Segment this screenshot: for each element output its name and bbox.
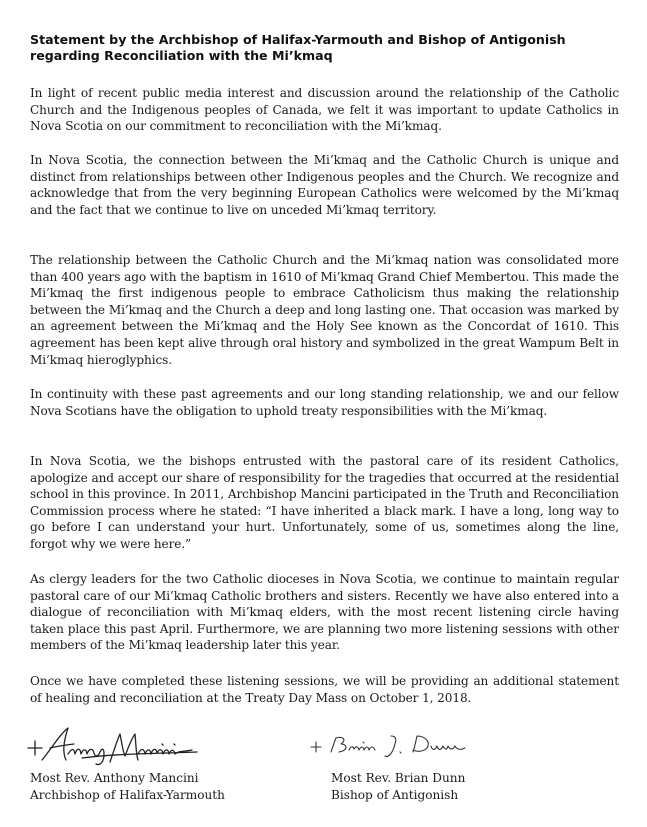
signatory-dunn bbox=[331, 770, 465, 804]
paragraph-next-steps: Once we have completed these listening sessions, we will be providing an additional statement of healing and reconciliation at the Treaty Day Mass on October 1, 2018. bbox=[30, 674, 619, 705]
title-line-1: Statement by the Archbishop of Halifax-Yarmouth and Bishop of Antigonish bbox=[30, 32, 566, 47]
title-line-2: regarding Reconciliation with the Mi’kmaq bbox=[30, 48, 333, 63]
signatory-name: Most Rev. Anthony Mancini bbox=[30, 771, 199, 785]
paragraph-pastoral-care: As clergy leaders for the two Catholic dioceses in Nova Scotia, we continue to maintain regular pastoral care of our Mi’kmaq Catholic brothers and sisters. Recently we have also entered into a dialogue of reconciliation with Mi’kmaq elders, with the most recent listening circle having taken place this past April. Furthermore, we are planning two more listening sessions with other members of the Mi’kmaq leadership later this year. bbox=[30, 572, 619, 653]
paragraph-obligation: In continuity with these past agreements and our long standing relationship, we and our fellow Nova Scotians have the obligation to uphold treaty responsibilities with the Mi’kmaq. bbox=[30, 387, 619, 418]
signatory-mancini bbox=[30, 770, 225, 804]
paragraph-apology: In Nova Scotia, we the bishops entrusted with the pastoral care of its resident Catholics, apologize and accept our share of responsibility for the tragedies that occurred at the residential school in this province. In 2011, Archbishop Mancini participated in the Truth and Reconciliation Commission process where he stated: “I have inherited a black mark. I have a long, long way to go before I can understand your hurt. Unfortunately, some of us, sometimes along the line, forgot why we were here.” bbox=[30, 454, 619, 551]
paragraph-connection: In Nova Scotia, the connection between the Mi’kmaq and the Catholic Church is unique and distinct from relationships between other Indigenous peoples and the Church. We recognize and acknowledge that from the very beginning European Catholics were welcomed by the Mi’kmaq and the fact that we continue to live on unceded Mi’kmaq territory. bbox=[30, 153, 619, 217]
signature-mancini bbox=[22, 724, 207, 770]
signatory-role: Bishop of Antigonish bbox=[331, 788, 459, 802]
signature-dunn bbox=[305, 730, 470, 762]
paragraph-history: The relationship between the Catholic Church and the Mi’kmaq nation was consolidated more than 400 years ago with the baptism in 1610 of Mi’kmaq Grand Chief Membertou. This made the Mi’kmaq the first indigenous people to embrace Catholicism thus making the relationship between the Mi’kmaq and the Church a deep and long lasting one. That occasion was marked by an agreement between the Mi’kmaq and the Holy See known as the Concordat of 1610. This agreement has been kept alive through oral history and symbolized in the great Wampum Belt in Mi’kmaq hieroglyphics. bbox=[30, 253, 619, 367]
paragraph-intro: In light of recent public media interest and discussion around the relationship of the Catholic Church and the Indigenous peoples of Canada, we felt it was important to update Catholics in Nova Scotia on our commitment to reconciliation with the Mi’kmaq. bbox=[30, 86, 619, 134]
signatory-role: Archbishop of Halifax-Yarmouth bbox=[30, 788, 225, 802]
signatory-name: Most Rev. Brian Dunn bbox=[331, 771, 466, 785]
statement-title bbox=[30, 32, 630, 64]
